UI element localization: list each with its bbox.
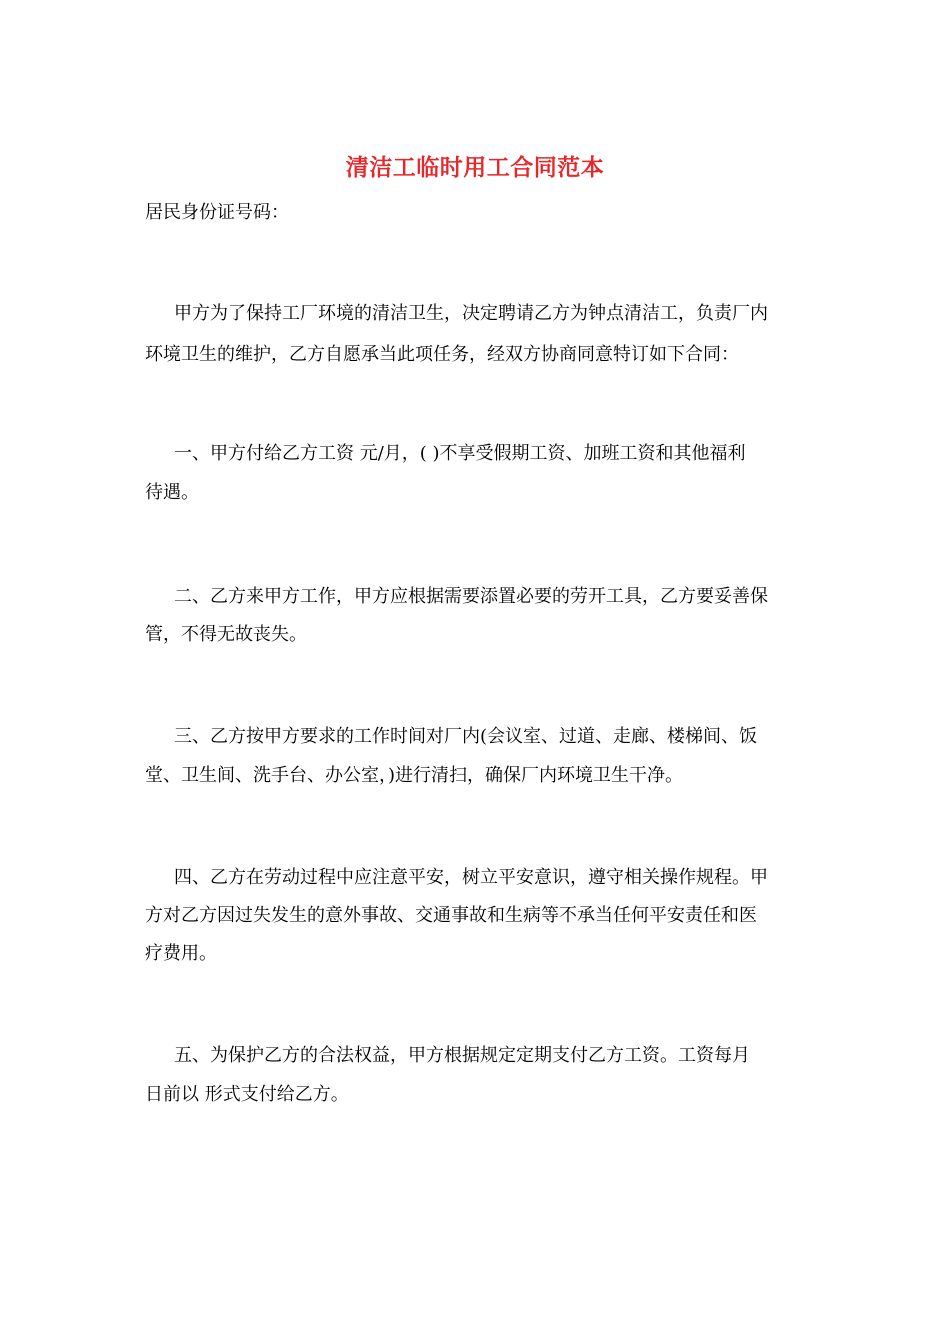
paragraph-line: 甲方为了保持工厂环境的清洁卫生，决定聘请乙方为钟点清洁工，负责厂内 [174,303,768,324]
paragraph-line: 环境卫生的维护，乙方自愿承当此项任务，经双方协商同意特订如下合同： [145,344,739,365]
paragraph-line: 四、乙方在劳动过程中应注意平安，树立平安意识，遵守相关操作规程。甲 [174,867,768,888]
paragraph-line: 方对乙方因过失发生的意外事故、交通事故和生病等不承当任何平安责任和医 [145,905,757,926]
paragraph-line: 堂、卫生间、洗手台、办公室，)进行清扫，确保厂内环境卫生干净。 [145,765,684,786]
paragraph-line: 五、为保护乙方的合法权益，甲方根据规定定期支付乙方工资。工资每月 [174,1045,750,1066]
paragraph-line: 一、甲方付给乙方工资 元/月，( )不享受假期工资、加班工资和其他福利 [174,443,746,464]
paragraph-line: 二、乙方来甲方工作，甲方应根据需要添置必要的劳开工具，乙方要妥善保 [174,586,768,607]
paragraph-line: 三、乙方按甲方要求的工作时间对厂内(会议室、过道、走廊、楼梯间、饭 [174,726,758,747]
id-number-label: 居民身份证号码： [145,202,289,223]
paragraph-line: 待遇。 [145,482,199,503]
paragraph-line: 日前以 形式支付给乙方。 [145,1084,349,1105]
document-title: 清洁工临时用工合同范本 [345,154,605,181]
paragraph-line: 管，不得无故丧失。 [145,624,307,645]
paragraph-line: 疗费用。 [145,943,217,964]
